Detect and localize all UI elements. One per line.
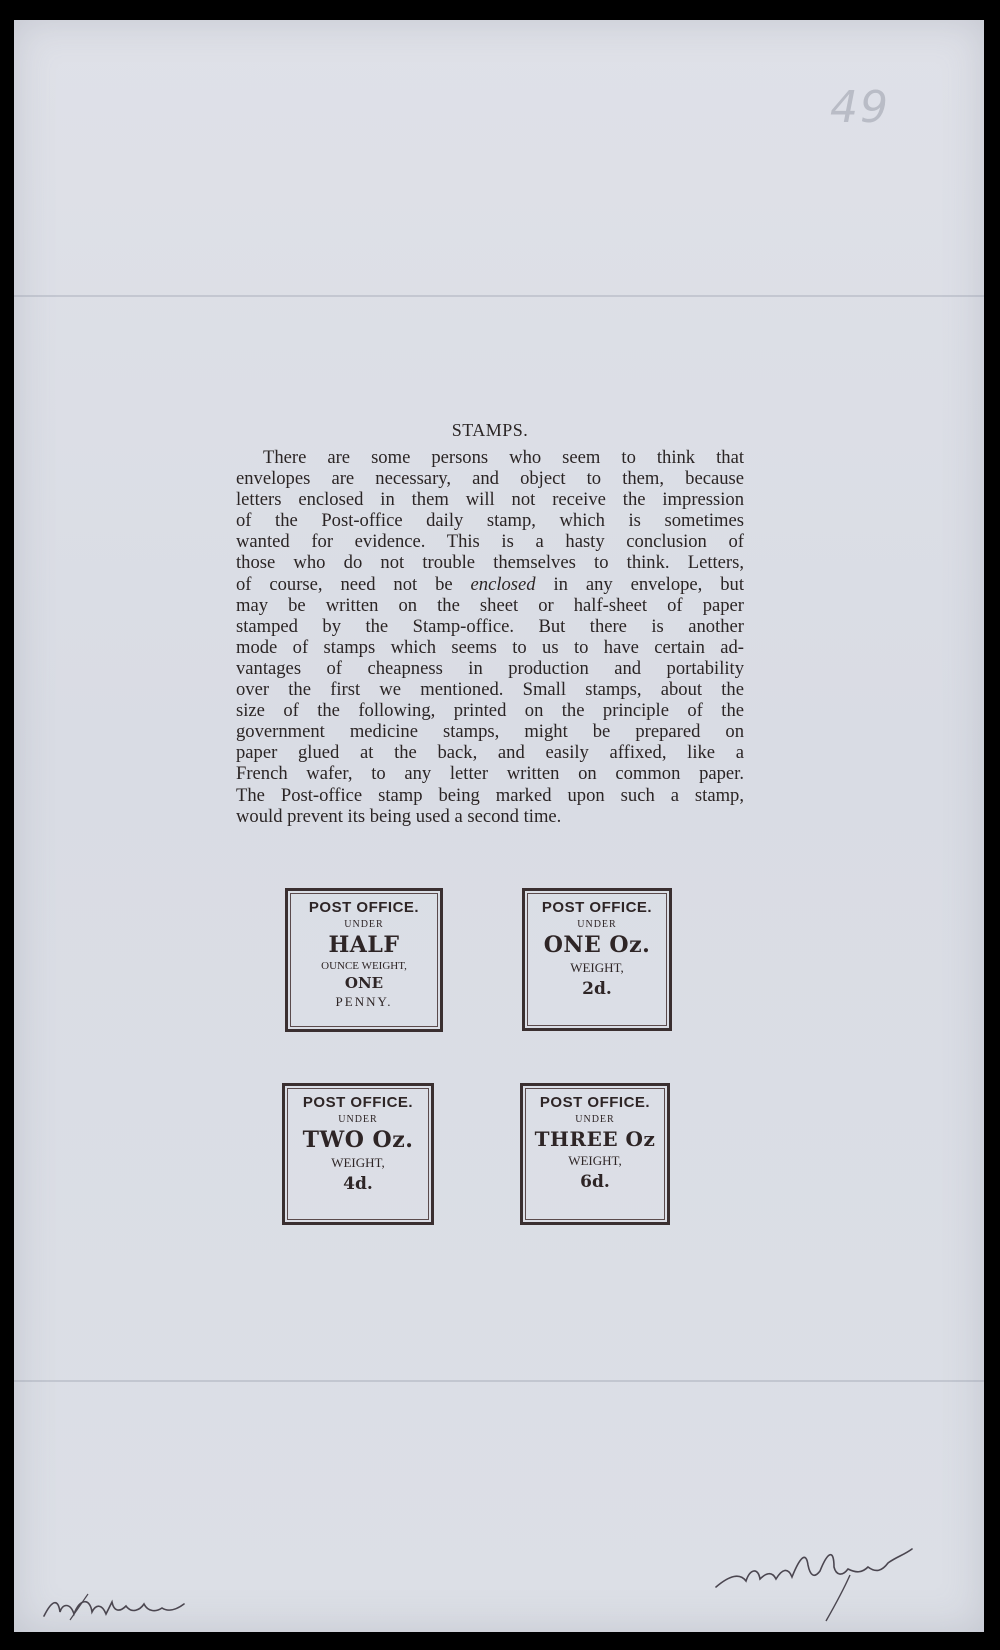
text-segment: in any envelope, but — [535, 573, 744, 595]
stamp-weight-label: TWO Oz. — [302, 1127, 414, 1153]
stamp-under: UNDER — [338, 1114, 378, 1125]
signature-right-graphic — [710, 1545, 920, 1625]
stamp-three-ounce — [520, 1083, 670, 1225]
text-line: of the Post-office daily stamp, which is sometimes — [236, 510, 744, 532]
stamp-heading: POST OFFICE. — [308, 899, 420, 916]
text-line: government medicine stamps, might be prepared on — [236, 721, 744, 743]
text-line: letters enclosed in them will not receive the impression — [236, 489, 744, 511]
text-line: mode of stamps which seems to us to have certain ad- — [236, 636, 744, 658]
text-line: vantages of cheapness in production and portability — [236, 657, 744, 679]
signature-left-graphic — [40, 1590, 190, 1624]
stamp-weight-label: ONE Oz. — [543, 932, 651, 958]
signature-right — [710, 1545, 920, 1630]
stamp-value: 4d. — [343, 1174, 373, 1194]
stamp-weight-text: OUNCE WEIGHT, — [321, 960, 407, 972]
stamp-value: 2d. — [582, 979, 612, 999]
text-line: wanted for evidence. This is a hasty conclusion of — [236, 531, 744, 553]
stamp-heading: POST OFFICE. — [302, 1094, 414, 1111]
stamp-half-ounce — [285, 888, 443, 1032]
fold-line — [14, 295, 984, 297]
stamp-two-ounce — [282, 1083, 434, 1225]
text-line: size of the following, printed on the principle of the — [236, 700, 744, 722]
article-title: STAMPS. — [451, 420, 529, 440]
stamp-one-ounce — [522, 888, 672, 1031]
text-line: over the first we mentioned. Small stamps, about the — [236, 679, 744, 701]
text-segment: of course, need not be — [236, 573, 471, 595]
stamp-heading: POST OFFICE. — [541, 899, 653, 916]
text-line: The Post-office stamp being marked upon such a stamp, — [236, 784, 744, 806]
stamp-heading: POST OFFICE. — [539, 1094, 651, 1111]
text-line: There are some persons who seem to think that — [263, 447, 744, 468]
stamp-weight-text: WEIGHT, — [331, 1155, 385, 1170]
stamp-under: UNDER — [577, 919, 617, 930]
signature-left — [40, 1590, 190, 1629]
stamp-value: ONE — [344, 974, 384, 992]
stamp-value: 6d. — [580, 1172, 610, 1192]
text-line: French wafer, to any letter written on common paper. — [236, 763, 744, 785]
stamp-value-unit: PENNY. — [335, 994, 393, 1009]
article — [236, 420, 744, 827]
stamp-weight-label: THREE Oz — [534, 1127, 656, 1151]
stamp-weight-text: WEIGHT, — [570, 960, 624, 975]
text-line: may be written on the sheet or half-sheet of paper — [236, 594, 744, 616]
text-line: stamped by the Stamp-office. But there is another — [236, 615, 744, 637]
stamp-weight-text: WEIGHT, — [568, 1153, 622, 1168]
text-line: paper glued at the back, and easily affixed, like a — [236, 742, 744, 764]
stamp-under: UNDER — [575, 1114, 615, 1125]
stamp-under: UNDER — [344, 919, 384, 930]
text-line: envelopes are necessary, and object to them, because — [236, 468, 744, 490]
article-body — [236, 447, 744, 827]
emphasis-text: enclosed — [470, 573, 536, 595]
text-line: those who do not trouble themselves to think. Letters, — [236, 552, 744, 574]
fold-line — [14, 1380, 984, 1382]
stamp-weight-label: HALF — [328, 932, 400, 958]
page-number: 49 — [830, 82, 890, 133]
text-line: would prevent its being used a second time. — [236, 805, 562, 827]
text-line-mixed — [236, 574, 744, 595]
